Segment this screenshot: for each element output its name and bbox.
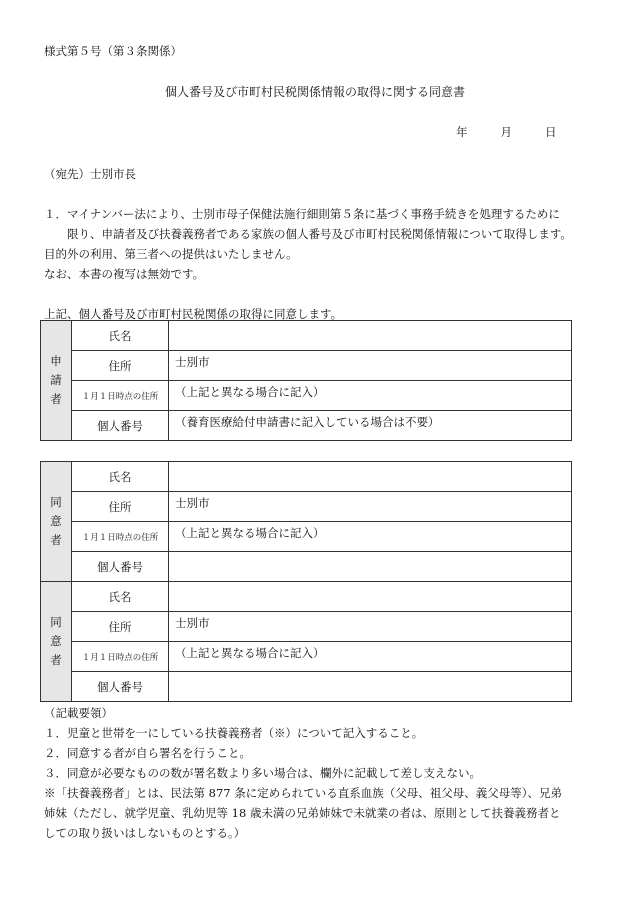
applicant-personal-number-field[interactable]: （養育医療給付申請書に記入している場合は不要） [169, 411, 572, 441]
consenter2-address-field[interactable]: 士別市 [169, 612, 572, 642]
consenter1-personal-number-field[interactable] [169, 552, 572, 582]
note-item: しての取り扱いはしないものとする。） [44, 826, 246, 840]
consenter-role-cell: 同 意 者 [41, 462, 72, 582]
applicant-name-field[interactable] [169, 321, 572, 351]
note-item: 姉妹（ただし、就学児童、乳幼児等 18 歳未満の兄弟姉妹で未就業の者は、原則として扶養義務者と [44, 806, 561, 820]
consenter2-personal-number-field[interactable] [169, 672, 572, 702]
date-month: 月 [500, 125, 512, 139]
note-item: ２．同意する者が自ら署名を行うこと。 [44, 746, 251, 760]
date-line [456, 124, 557, 140]
name-label: 氏名 [72, 582, 169, 612]
applicant-table [40, 320, 572, 441]
jan1-address-label: １月１日時点の住所 [72, 642, 169, 672]
body-line: 目的外の利用、第三者への提供はいたしません。 [44, 247, 298, 261]
personal-number-label: 個人番号 [72, 552, 169, 582]
body-line: 限り、申請者及び扶養義務者である家族の個人番号及び市町村民税関係情報について取得します。 [44, 227, 572, 241]
document-title: 個人番号及び市町村民税関係情報の取得に関する同意書 [164, 85, 465, 99]
notes-heading: （記載要領） [44, 706, 113, 720]
consent-statement: 上記、個人番号及び市町村民税関係の取得に同意します。 [44, 307, 343, 321]
jan1-address-label: １月１日時点の住所 [72, 522, 169, 552]
jan1-address-label: １月１日時点の住所 [72, 381, 169, 411]
date-year: 年 [456, 125, 468, 139]
name-label: 氏名 [72, 462, 169, 492]
personal-number-label: 個人番号 [72, 672, 169, 702]
consenter-table [40, 461, 572, 702]
applicant-jan1-address-field[interactable]: （上記と異なる場合に記入） [169, 381, 572, 411]
address-label: 住所 [72, 351, 169, 381]
body-line: なお、本書の複写は無効です。 [44, 267, 205, 281]
addressee: （宛先）士別市長 [44, 167, 136, 181]
note-item: ３．同意が必要なものの数が署名数より多い場合は、欄外に記載して差し支えない。 [44, 766, 481, 780]
address-label: 住所 [72, 492, 169, 522]
consenter1-jan1-address-field[interactable]: （上記と異なる場合に記入） [169, 522, 572, 552]
body-line: １．マイナンバー法により、士別市母子保健法施行細則第５条に基づく事務手続きを処理するために [44, 207, 560, 221]
consenter1-address-field[interactable]: 士別市 [169, 492, 572, 522]
personal-number-label: 個人番号 [72, 411, 169, 441]
applicant-role-cell: 申 請 者 [41, 321, 72, 441]
date-day: 日 [545, 125, 557, 139]
form-number: 様式第５号（第３条関係） [44, 44, 182, 58]
note-item: ※「扶養義務者」とは、民法第 877 条に定められている直系血族（父母、祖父母、義父母等）、兄弟 [44, 786, 563, 800]
address-label: 住所 [72, 612, 169, 642]
consenter1-name-field[interactable] [169, 462, 572, 492]
note-item: １．児童と世帯を一にしている扶養義務者（※）について記入すること。 [44, 726, 424, 740]
consenter2-name-field[interactable] [169, 582, 572, 612]
consenter-role-cell: 同 意 者 [41, 582, 72, 702]
applicant-address-field[interactable]: 士別市 [169, 351, 572, 381]
consenter2-jan1-address-field[interactable]: （上記と異なる場合に記入） [169, 642, 572, 672]
name-label: 氏名 [72, 321, 169, 351]
